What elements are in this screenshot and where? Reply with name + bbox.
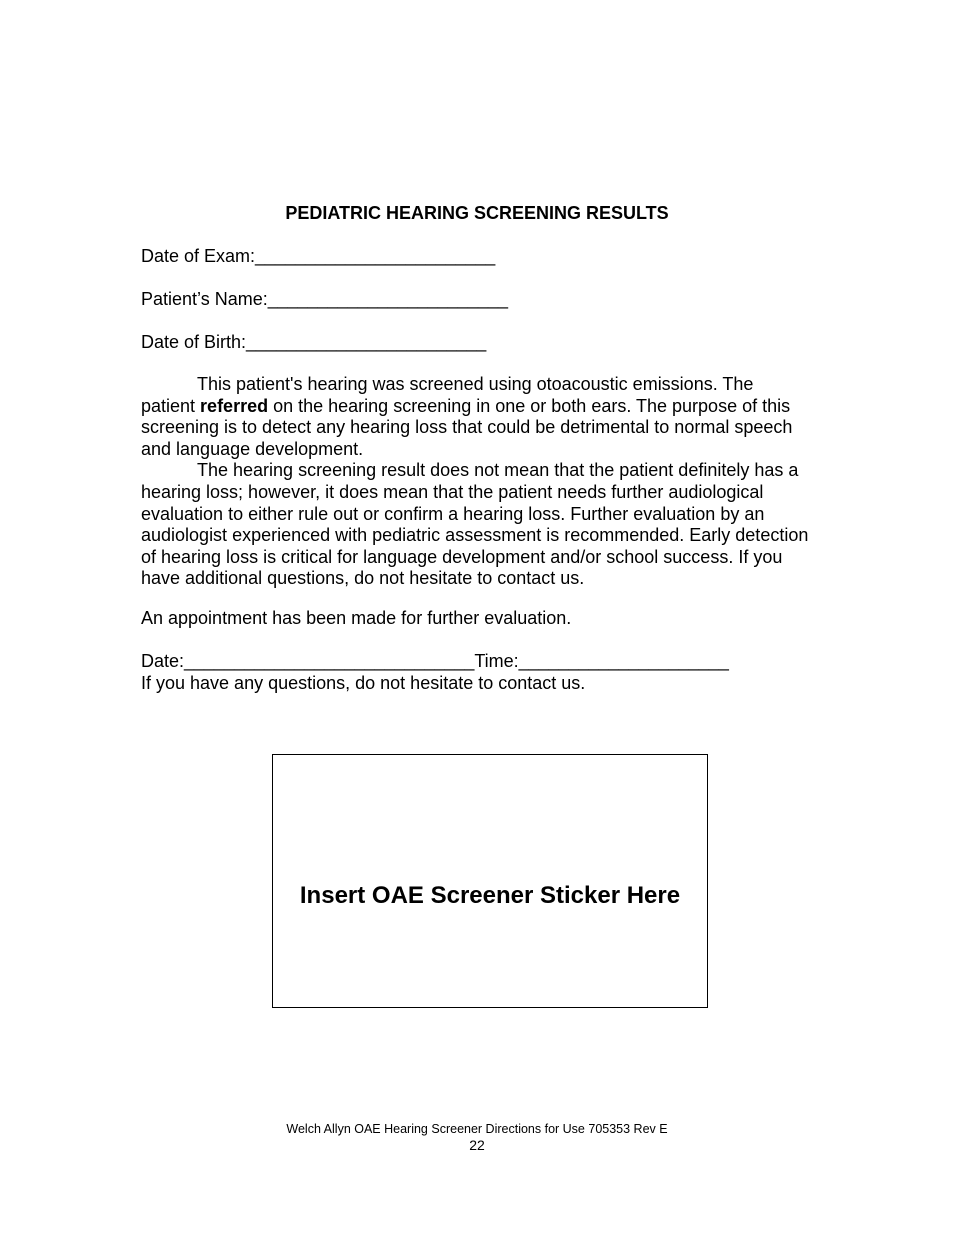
- page-number: 22: [469, 1137, 485, 1153]
- date-of-exam-field: Date of Exam:________________________: [141, 246, 496, 266]
- date-of-birth-field: Date of Birth:________________________: [141, 332, 487, 352]
- sticker-label: Insert OAE Screener Sticker Here: [299, 882, 681, 909]
- contact-line: If you have any questions, do not hesitate to contact us.: [141, 673, 586, 693]
- paragraph-1: [141, 374, 821, 460]
- results-explanation: [141, 374, 821, 590]
- appointment-statement: An appointment has been made for further evaluation.: [141, 608, 572, 628]
- paragraph-2: [141, 460, 821, 590]
- sticker-box: [272, 754, 708, 1008]
- paragraph-1-rest: on the hearing screening in one or both ears. The purpose of this screening is to detect any hearing loss that could be detrimental to normal speech and language development.: [141, 395, 793, 459]
- paragraph-2-text: The hearing screening result does not mean that the patient definitely has a hearing loss; however, it does mean that the patient needs further audiological evaluation to either rule out or confirm a hearing loss. Further evaluation by an audiologist experienced with pediatric assessment is recommended. Early detection of hearing loss is critical for language development and/or school success. If you have additional questions, do not hesitate to contact us.: [141, 460, 809, 589]
- footer-document-title: Welch Allyn OAE Hearing Screener Directions for Use 705353 Rev E: [286, 1122, 668, 1136]
- referred-bold-text: referred: [200, 395, 269, 416]
- paragraph-1-line-1: This patient's hearing was screened using otoacoustic emissions. The: [197, 374, 754, 394]
- page-title: PEDIATRIC HEARING SCREENING RESULTS: [285, 203, 669, 223]
- paragraph-1-before-bold: patient: [141, 395, 201, 416]
- date-time-field: Date:_____________________________Time:_____________________: [141, 651, 729, 671]
- patient-name-field: Patient’s Name:________________________: [141, 289, 508, 309]
